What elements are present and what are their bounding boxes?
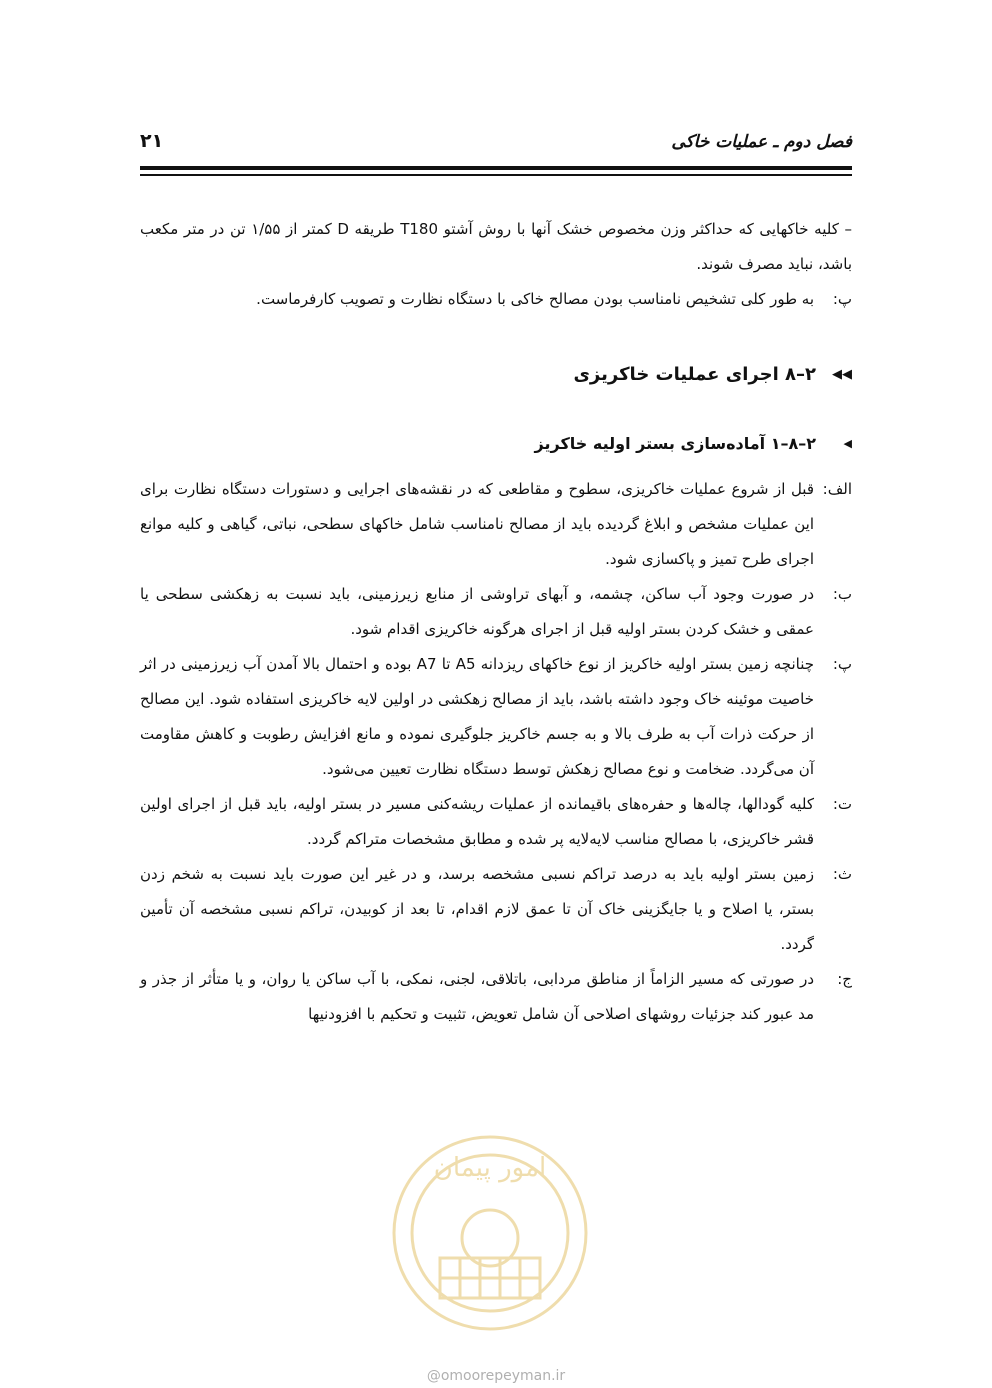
footer-website: @omoorepeyman.ir xyxy=(426,1368,566,1384)
item-text: قبل از شروع عملیات خاکریزی، سطوح و مقاطعی که در نقشه‌های اجرایی و دستورات دستگاه نظارت برای این عملیات مشخص و ابلاغ گردیده باید از مصالح نامناسب شامل خاکهای سطحی، نباتی، گیاهی و کلیه موانع اجرای طرح تمیز و پاکسازی شود. xyxy=(140,480,814,568)
section-title: ۲–۸ اجرای عملیات خاکریزی xyxy=(573,363,816,385)
chapter-title: فصل دوم ـ عملیات خاکی xyxy=(671,132,852,152)
item-marker: ث: xyxy=(832,865,852,883)
list-item xyxy=(140,647,852,787)
dash-paragraph: – کلیه خاکهایی که حداکثر وزن مخصوص خشک آنها با روش آشتو T180 طریقه D کمتر از ۱/۵۵ تن در متر مکعب باشد، نباید مصرف شوند. xyxy=(140,220,852,273)
arrow-icon: ◀ xyxy=(843,436,852,450)
item-marker: ج: xyxy=(837,970,852,988)
item-text: در صورتی که مسیر الزاماً از مناطق مردابی، باتلاقی، لجنی، نمکی، با آب ساکن یا روان، و یا متأثر از جذر و مد عبور کند جزئیات روشهای اصلاحی آن شامل تعویض، تثبیت و تحکیم با افزودنیها xyxy=(140,970,814,1023)
section-heading xyxy=(140,344,852,404)
item-marker: پ: xyxy=(832,655,852,673)
item-text: کلیه گودالها، چاله‌ها و حفره‌های باقیمانده از عملیات ریشه‌کنی مسیر در بستر اولیه، باید قبل از اجرای اولین قشر خاکریزی، با مصالح مناسب لایه‌لایه پر شده و مطابق مشخصات متراکم گردد. xyxy=(140,795,814,848)
item-text: در صورت وجود آب ساکن، چشمه، و آبهای تراوشی از منابع زیرزمینی، باید نسبت به زهکشی سطحی یا عمقی و خشک کردن بستر اولیه قبل از اجرای هرگونه خاکریزی اقدام شود. xyxy=(140,585,814,638)
item-marker: پ: xyxy=(832,290,852,308)
list-item xyxy=(140,282,852,317)
page-header xyxy=(140,126,852,166)
page-number: ۲۱ xyxy=(140,130,164,152)
watermark-text: امور پیمان xyxy=(433,1153,547,1183)
header-rule-thick xyxy=(140,166,852,170)
page-content xyxy=(140,212,852,1032)
header-rule-thin xyxy=(140,174,852,176)
item-text: زمین بستر اولیه باید به درصد تراکم نسبی مشخصه برسد، و در غیر این صورت باید نسبت به شخم زدن بستر، یا اصلاح و یا جایگزینی خاک آن تا عمق لازم اقدام، تا بعد از کوبیدن، تراکم نسبی مشخصه آن تأمین گردد. xyxy=(140,865,814,953)
item-text: به طور کلی تشخیص نامناسب بودن مصالح خاکی با دستگاه نظارت و تصویب کارفرماست. xyxy=(256,290,814,308)
list-item xyxy=(140,577,852,647)
list-item xyxy=(140,472,852,577)
subsection-heading xyxy=(140,414,852,472)
list-item xyxy=(140,787,852,857)
item-marker: ب: xyxy=(832,585,852,603)
double-arrow-icon: ◀◀ xyxy=(832,366,852,382)
item-marker: ت: xyxy=(832,795,852,813)
item-marker: الف: xyxy=(822,480,852,498)
watermark-logo-icon xyxy=(380,1128,600,1338)
list-item xyxy=(140,857,852,962)
item-text: چنانچه زمین بستر اولیه خاکریز از نوع خاکهای ریزدانه A5 تا A7 بوده و احتمال بالا آمدن آب زیرزمینی در اثر خاصیت موئینه خاک وجود داشته باشد، باید از مصالح زهکشی در اولین لایه خاکریزی استفاده شود. این مصالح از حرکت ذرات آب به طرف بالا و به جسم خاکریز جلوگیری نموده و مانع افزایش رطوبت و کاهش مقاومت آن می‌گردد. ضخامت و نوع مصالح زهکش توسط دستگاه نظارت تعیین می‌شود. xyxy=(140,655,815,778)
subsection-title: ۲–۸–۱ آماده‌سازی بستر اولیه خاکریز xyxy=(534,433,816,453)
list-item xyxy=(140,962,852,1032)
